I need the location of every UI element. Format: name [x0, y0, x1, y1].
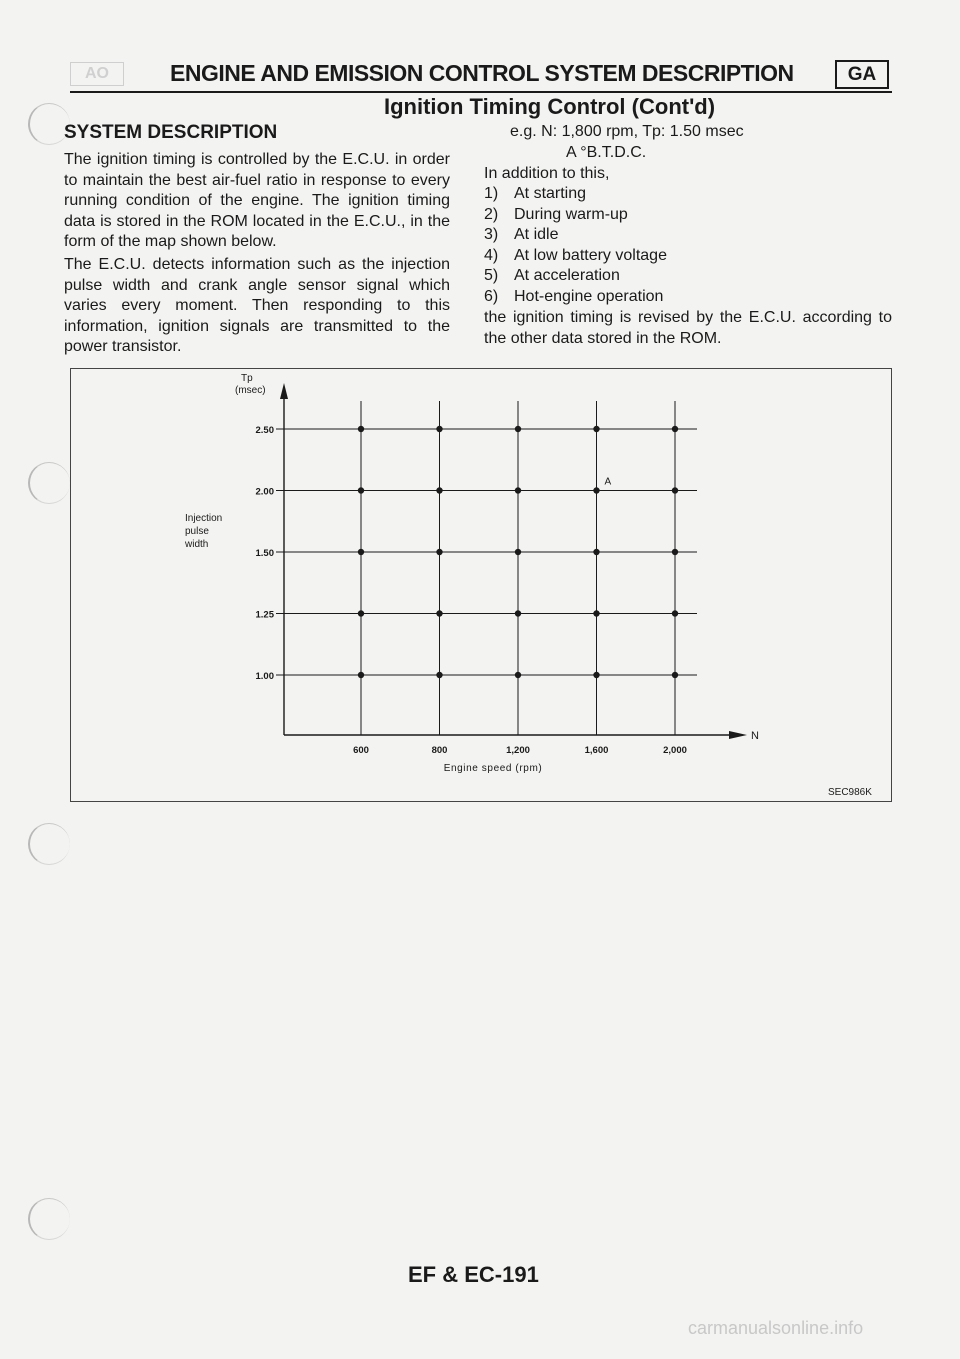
y-axis-title: Tp [241, 373, 253, 384]
addition-text: In addition to this, [484, 165, 610, 182]
x-axis-arrow [729, 731, 747, 739]
x-tick-label: 2,000 [663, 745, 687, 756]
condition-list [484, 184, 667, 308]
ignition-timing-map-chart [71, 369, 891, 801]
list-item [484, 287, 667, 308]
list-item-number: 2) [484, 205, 499, 223]
y-side-label-line-1: Injection [185, 513, 223, 524]
x-tick-label: 1,200 [506, 745, 530, 756]
page-number: EF & EC-191 [408, 1262, 539, 1287]
map-point [436, 610, 442, 616]
list-item-text: At idle [514, 226, 559, 244]
map-point [436, 549, 442, 555]
list-item-number: 4) [484, 246, 499, 264]
map-point [515, 610, 521, 616]
figure-frame [70, 368, 892, 802]
x-axis-title: Engine speed (rpm) [443, 763, 543, 774]
section-title: Ignition Timing Control (Cont'd) [384, 94, 716, 119]
list-item-number: 1) [484, 185, 499, 202]
list-item [484, 266, 667, 287]
map-point [436, 426, 442, 432]
example-line-1: e.g. N: 1,800 rpm, Tp: 1.50 msec [510, 123, 744, 140]
binder-hole-3 [28, 823, 70, 865]
binder-hole-2 [28, 462, 70, 504]
header-title: ENGINE AND EMISSION CONTROL SYSTEM DESCRIPTION [170, 60, 794, 86]
map-point [672, 426, 678, 432]
map-point [358, 672, 364, 678]
section-badge: GA [835, 60, 889, 89]
y-tick-label: 2.50 [255, 425, 274, 436]
x-tick-label: 600 [353, 745, 369, 756]
y-side-label-line-2: pulse [185, 526, 209, 537]
map-point [358, 549, 364, 555]
map-point [593, 426, 599, 432]
map-point [593, 487, 599, 493]
map-point [436, 487, 442, 493]
map-point [672, 610, 678, 616]
x-tick-label: 800 [431, 745, 448, 756]
map-point [358, 426, 364, 432]
y-axis-unit: (msec) [235, 385, 266, 396]
map-point [515, 672, 521, 678]
list-item-number: 6) [484, 287, 499, 305]
list-item-text: At low battery voltage [514, 246, 667, 264]
y-tick-label: 1.50 [255, 548, 274, 559]
y-axis-arrow [280, 383, 288, 399]
header-rule [70, 91, 892, 93]
map-point [672, 549, 678, 555]
y-tick-label: 2.00 [255, 486, 274, 498]
header-tag-left: AO [70, 62, 124, 86]
list-item-number: 3) [484, 226, 499, 244]
map-point [358, 487, 364, 493]
map-point [593, 610, 599, 616]
map-point [515, 549, 521, 555]
system-description-paragraph-1: The ignition timing is controlled by the E.C.U. in order to maintain the best air-fuel ratio in response to every running condition of the engine. The ignition timing data is stored in the ROM located in the E.C.U., in the form of the map shown below. [64, 151, 450, 251]
map-point [358, 610, 364, 616]
map-point [436, 672, 442, 678]
list-item-text: At acceleration [514, 267, 620, 285]
map-point [515, 487, 521, 493]
map-point [672, 487, 678, 493]
example-line-2: A °B.T.D.C. [566, 144, 647, 161]
figure-code: SEC986K [828, 787, 872, 798]
system-description-paragraph-2: The E.C.U. detects information such as the injection pulse width and crank angle sensor signal which varies every moment. Then responding to this information, ignition signals are transmitted to the power transistor. [64, 256, 450, 356]
map-point [593, 549, 599, 555]
watermark: carmanualsonline.info [688, 1318, 864, 1338]
binder-hole-4 [28, 1198, 70, 1240]
system-description-heading: SYSTEM DESCRIPTION [64, 122, 278, 143]
y-side-label-line-3: width [185, 539, 209, 550]
list-item-text: During warm-up [514, 205, 628, 223]
list-item [484, 225, 667, 246]
list-item-text: Hot-engine operation [514, 287, 664, 305]
map-point [593, 672, 599, 678]
map-annotation-label: A [604, 476, 612, 488]
closing-text: the ignition timing is revised by the E.C.U. according to the other data stored in the ROM. [484, 309, 892, 347]
list-item-number: 5) [484, 267, 499, 285]
list-item [484, 246, 667, 267]
list-item [484, 205, 667, 226]
list-item-text: At starting [514, 185, 587, 202]
y-tick-label: 1.00 [255, 671, 274, 682]
list-item [484, 184, 667, 205]
map-point [515, 426, 521, 432]
x-tick-label: 1,600 [584, 745, 609, 756]
y-tick-label: 1.25 [255, 609, 274, 621]
x-axis-end-label: N [751, 730, 759, 742]
map-point [672, 672, 678, 678]
